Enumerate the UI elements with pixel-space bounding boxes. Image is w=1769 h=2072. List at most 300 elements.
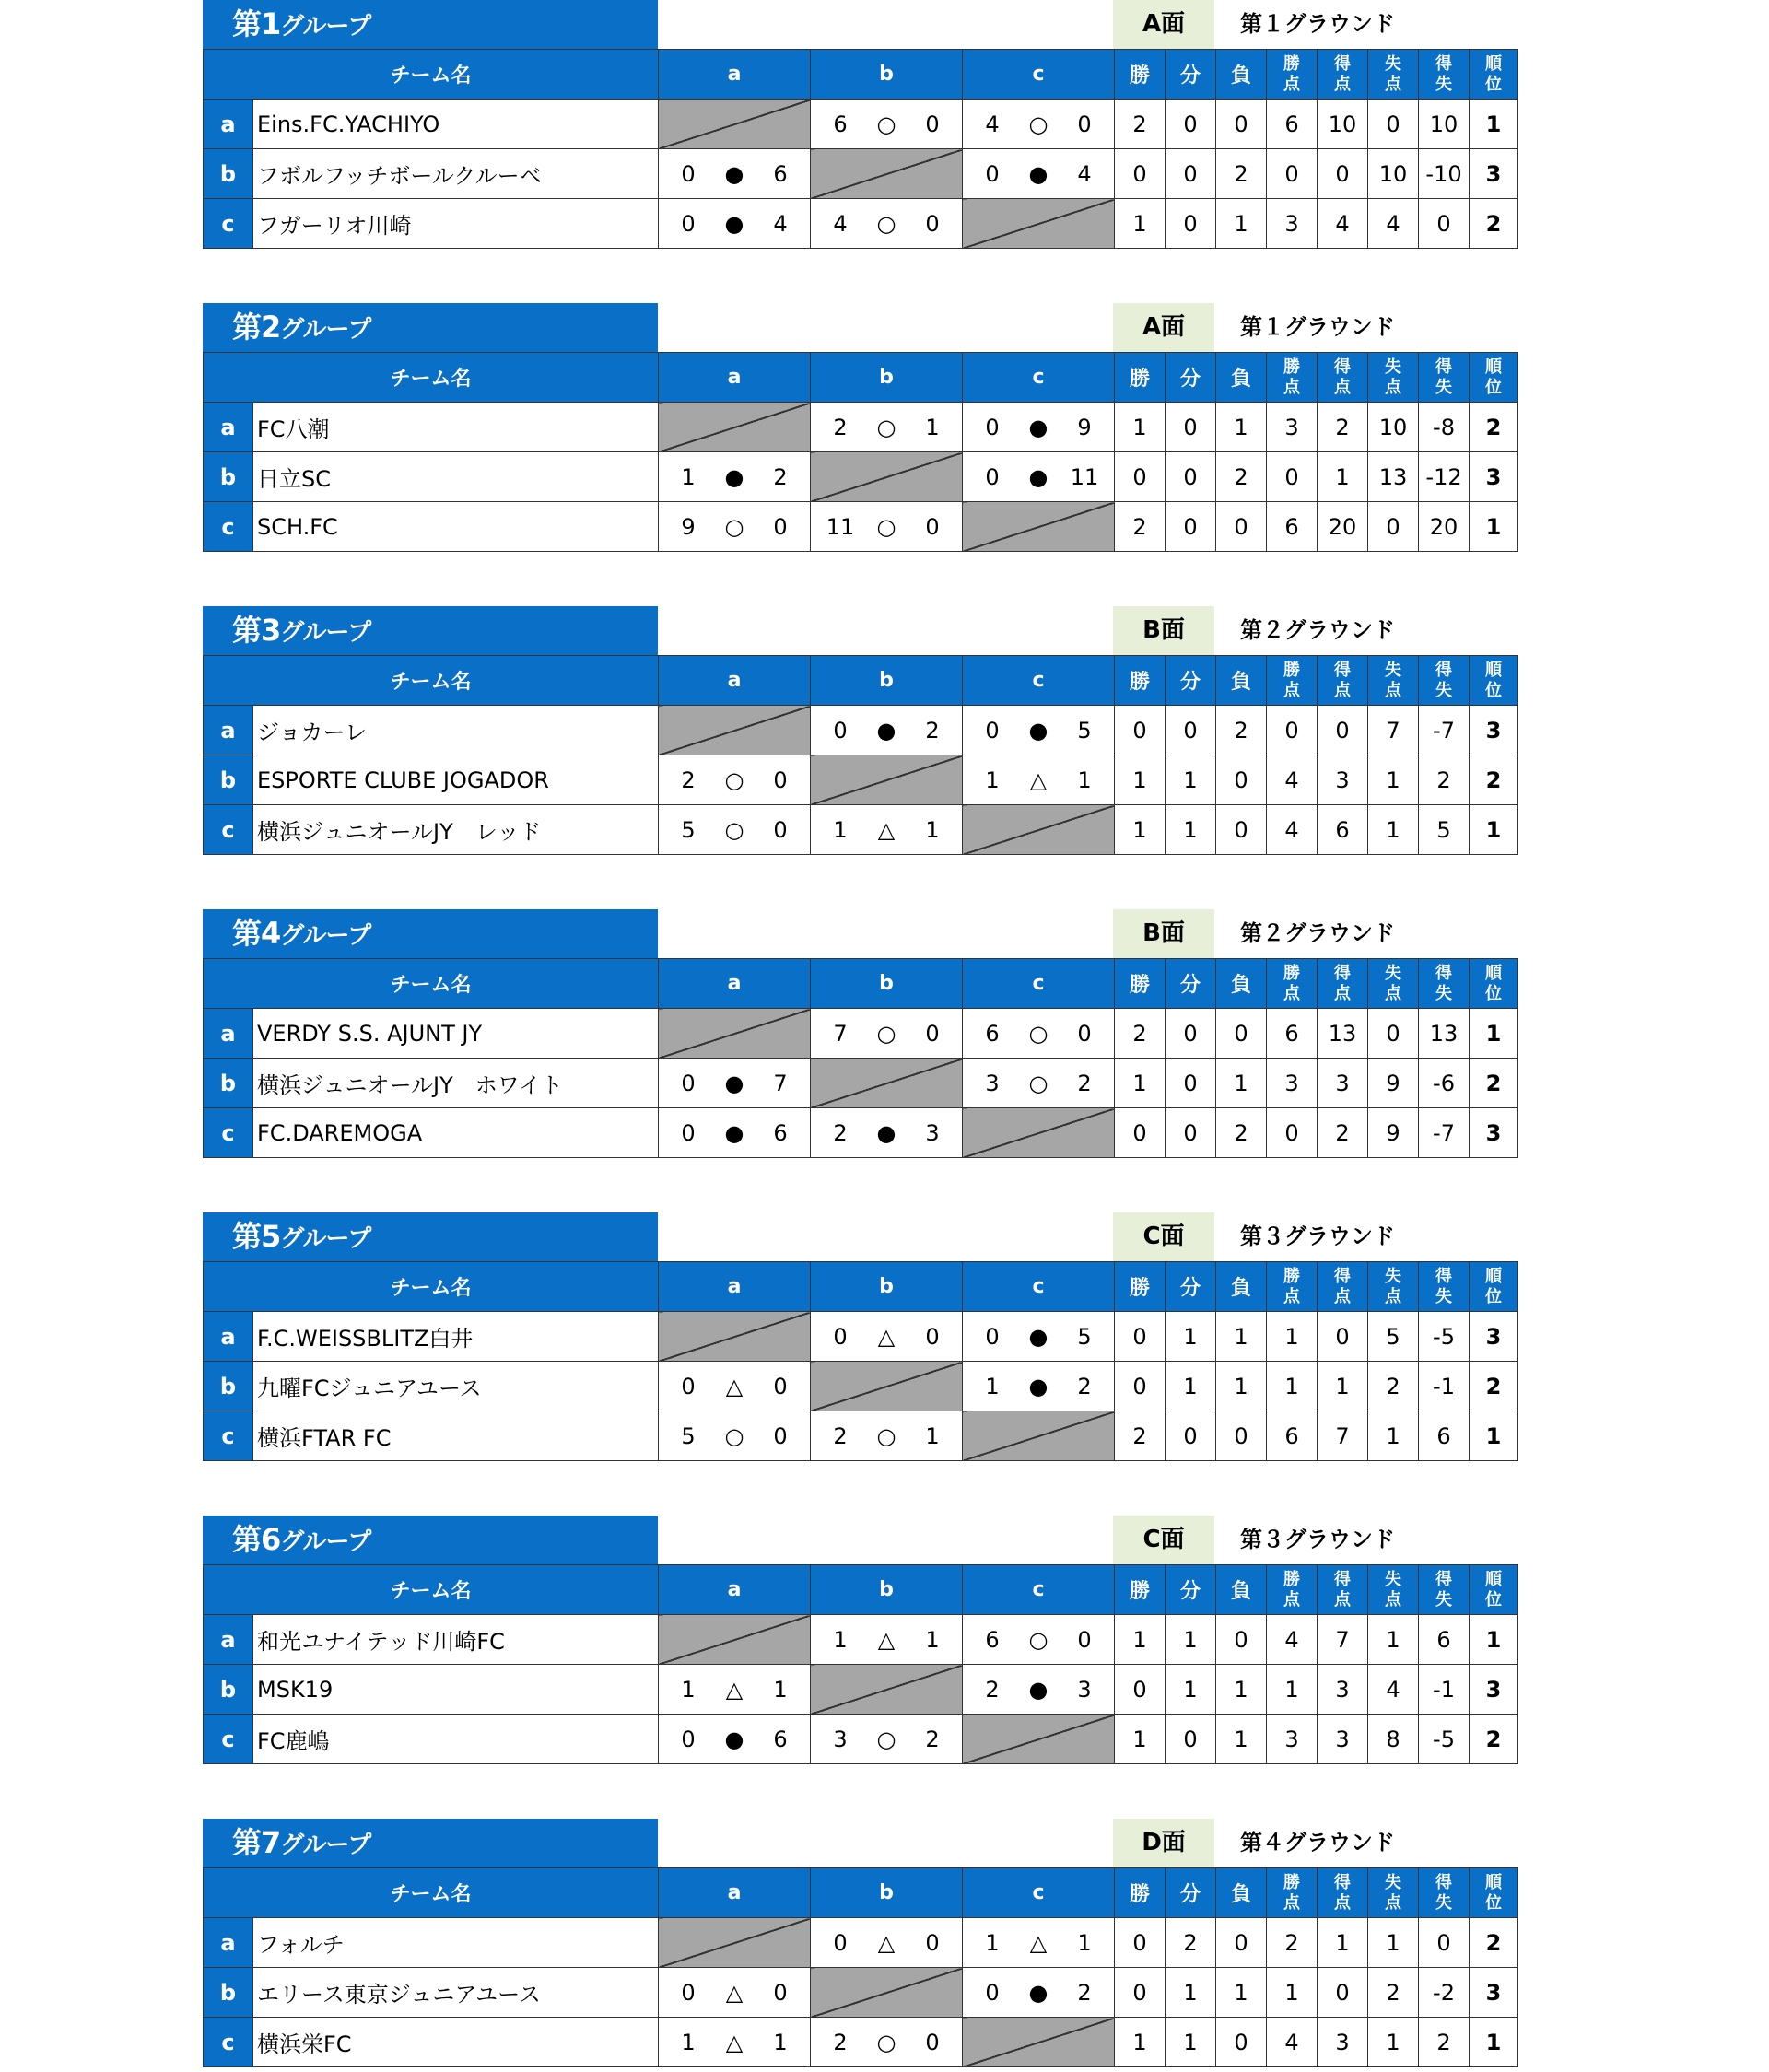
table-row — [204, 502, 1518, 552]
score-own: 9 — [681, 513, 696, 540]
header-goals-for — [1318, 1565, 1368, 1615]
result-mark: ○ — [876, 513, 896, 540]
goals-against: 4 — [1368, 199, 1419, 249]
match-result — [963, 1059, 1115, 1108]
match-result — [963, 452, 1115, 502]
points: 4 — [1267, 755, 1318, 805]
header-points-line1: 勝 — [1283, 1872, 1301, 1892]
score-own: 0 — [681, 160, 696, 187]
score-opponent: 1 — [773, 2029, 788, 2055]
header-draw: 分 — [1166, 1565, 1216, 1615]
goals-for: 1 — [1318, 452, 1368, 502]
group-block — [203, 0, 1517, 253]
score-own: 2 — [681, 767, 696, 793]
goal-difference: 20 — [1419, 502, 1470, 552]
self-match-cell — [811, 149, 963, 199]
wins: 2 — [1115, 502, 1166, 552]
score-opponent: 1 — [925, 1626, 940, 1653]
rank: 2 — [1470, 199, 1518, 249]
table-header-row — [204, 1262, 1518, 1312]
header-goal-diff-line2: 失 — [1435, 1589, 1453, 1610]
header-goals-against — [1368, 959, 1419, 1009]
score-own: 6 — [833, 111, 848, 137]
header-rank-line2: 位 — [1485, 377, 1503, 397]
ground-label: 第１グラウンド — [1240, 314, 1395, 340]
header-opponent-c: c — [963, 1565, 1115, 1615]
rank: 3 — [1470, 1968, 1518, 2018]
score-opponent: 2 — [1077, 1070, 1092, 1096]
rank: 2 — [1470, 1918, 1518, 1968]
header-points-line1: 勝 — [1283, 963, 1301, 983]
score-own: 1 — [833, 1626, 848, 1653]
header-points — [1267, 1262, 1318, 1312]
header-rank — [1470, 1262, 1518, 1312]
score-opponent: 1 — [925, 414, 940, 440]
header-loss: 負 — [1216, 353, 1267, 403]
header-rank-line2: 位 — [1485, 1286, 1503, 1306]
rank: 1 — [1470, 1615, 1518, 1665]
header-loss: 負 — [1216, 959, 1267, 1009]
draws: 1 — [1166, 1968, 1216, 2018]
points: 6 — [1267, 502, 1318, 552]
header-loss: 負 — [1216, 50, 1267, 100]
court-label: A面 — [1113, 0, 1214, 49]
header-goals-against — [1368, 353, 1419, 403]
header-goals-for-line2: 点 — [1334, 1286, 1352, 1306]
header-goal-diff-line2: 失 — [1435, 74, 1453, 94]
wins: 0 — [1115, 1968, 1166, 2018]
wins: 1 — [1115, 1715, 1166, 1764]
header-goals-against-line2: 点 — [1385, 1589, 1402, 1610]
losses: 0 — [1216, 755, 1267, 805]
header-rank-line2: 位 — [1485, 1589, 1503, 1610]
points: 0 — [1267, 706, 1318, 755]
score-opponent: 1 — [1077, 767, 1092, 793]
wins: 2 — [1115, 1411, 1166, 1461]
group-title — [203, 0, 658, 49]
score-opponent: 0 — [1077, 1020, 1092, 1047]
ground-label: 第３グラウンド — [1240, 1527, 1395, 1552]
score-opponent: 1 — [925, 1422, 940, 1449]
header-goals-for-line2: 点 — [1334, 1589, 1352, 1610]
result-mark: △ — [1029, 1929, 1048, 1956]
result-mark: ● — [1028, 160, 1049, 187]
self-match-cell — [659, 1918, 811, 1968]
score-opponent: 6 — [773, 1119, 788, 1146]
header-goals-against — [1368, 1565, 1419, 1615]
header-goals-against — [1368, 1262, 1419, 1312]
match-result — [659, 1362, 811, 1411]
header-rank-line1: 順 — [1485, 1872, 1503, 1892]
goals-against: 1 — [1368, 1918, 1419, 1968]
score-opponent: 0 — [925, 1020, 940, 1047]
header-goals-against-line1: 失 — [1385, 1872, 1402, 1892]
header-goal-diff — [1419, 50, 1470, 100]
score-opponent: 1 — [773, 1676, 788, 1703]
table-row — [204, 100, 1518, 149]
result-mark: ● — [724, 210, 744, 237]
court-label: C面 — [1113, 1516, 1214, 1564]
header-goals-for-line2: 点 — [1334, 377, 1352, 397]
wins: 1 — [1115, 1059, 1166, 1108]
header-win: 勝 — [1115, 50, 1166, 100]
table-row — [204, 1108, 1518, 1158]
losses: 0 — [1216, 502, 1267, 552]
group-title — [203, 606, 658, 655]
draws: 0 — [1166, 100, 1216, 149]
table-header-row — [204, 50, 1518, 100]
goal-difference: -5 — [1419, 1312, 1470, 1362]
score-own: 11 — [826, 513, 855, 540]
header-win: 勝 — [1115, 656, 1166, 706]
group-block — [203, 1819, 1517, 2072]
header-goals-for-line2: 点 — [1334, 74, 1352, 94]
header-points-line1: 勝 — [1283, 53, 1301, 74]
group-title-suffix: グループ — [280, 1225, 371, 1253]
group-title-number: 第4 — [232, 916, 281, 951]
goals-against: 2 — [1368, 1968, 1419, 2018]
header-goal-diff-line2: 失 — [1435, 1286, 1453, 1306]
header-win: 勝 — [1115, 1262, 1166, 1312]
header-opponent-b: b — [811, 959, 963, 1009]
header-goals-for — [1318, 50, 1368, 100]
header-team-name: チーム名 — [204, 1262, 659, 1312]
group-title — [203, 1212, 658, 1261]
goals-for: 3 — [1318, 1665, 1368, 1715]
header-opponent-a: a — [659, 353, 811, 403]
header-goal-diff-line1: 得 — [1435, 660, 1453, 680]
losses: 2 — [1216, 1108, 1267, 1158]
header-rank-line2: 位 — [1485, 680, 1503, 700]
group-title-number: 第1 — [232, 6, 281, 41]
goals-against: 10 — [1368, 403, 1419, 452]
table-row — [204, 1615, 1518, 1665]
result-mark: △ — [725, 1373, 744, 1399]
self-match-cell — [811, 1059, 963, 1108]
goal-difference: -8 — [1419, 403, 1470, 452]
losses: 0 — [1216, 100, 1267, 149]
result-mark: △ — [877, 1323, 896, 1350]
self-match-cell — [963, 805, 1115, 855]
points: 3 — [1267, 1715, 1318, 1764]
header-win: 勝 — [1115, 1868, 1166, 1918]
header-points — [1267, 1565, 1318, 1615]
losses: 1 — [1216, 1312, 1267, 1362]
match-result — [659, 1715, 811, 1764]
score-own: 0 — [985, 1323, 1000, 1350]
header-goals-for-line2: 点 — [1334, 1892, 1352, 1913]
header-team-name: チーム名 — [204, 1565, 659, 1615]
losses: 0 — [1216, 805, 1267, 855]
points: 2 — [1267, 1918, 1318, 1968]
score-own: 0 — [681, 1373, 696, 1399]
match-result — [659, 452, 811, 502]
team-name: FC鹿嶋 — [253, 1715, 659, 1764]
header-points — [1267, 1868, 1318, 1918]
rank: 2 — [1470, 1362, 1518, 1411]
match-result — [659, 2018, 811, 2067]
team-name: フガーリオ川崎 — [253, 199, 659, 249]
table-header-row — [204, 353, 1518, 403]
table-row — [204, 403, 1518, 452]
header-opponent-c: c — [963, 656, 1115, 706]
table-row — [204, 452, 1518, 502]
header-goal-diff — [1419, 656, 1470, 706]
group-title-number: 第6 — [232, 1522, 281, 1557]
header-opponent-c: c — [963, 353, 1115, 403]
self-match-cell — [811, 452, 963, 502]
group-title-number: 第5 — [232, 1219, 281, 1254]
header-team-name: チーム名 — [204, 1868, 659, 1918]
goals-against: 0 — [1368, 1009, 1419, 1059]
result-mark: ○ — [876, 2029, 896, 2055]
goals-for: 2 — [1318, 403, 1368, 452]
self-match-cell — [963, 2018, 1115, 2067]
match-result — [963, 1009, 1115, 1059]
goal-difference: -1 — [1419, 1362, 1470, 1411]
header-goals-against-line1: 失 — [1385, 1266, 1402, 1286]
score-opponent: 9 — [1077, 414, 1092, 440]
table-row — [204, 755, 1518, 805]
draws: 0 — [1166, 1009, 1216, 1059]
header-goals-for-line1: 得 — [1334, 660, 1352, 680]
ground-label: 第１グラウンド — [1240, 11, 1395, 37]
row-key: c — [204, 1108, 253, 1158]
header-goals-against-line2: 点 — [1385, 680, 1402, 700]
goals-for: 7 — [1318, 1615, 1368, 1665]
match-result — [659, 1665, 811, 1715]
group-title-suffix: グループ — [280, 619, 371, 647]
score-opponent: 1 — [925, 816, 940, 843]
rank: 1 — [1470, 1009, 1518, 1059]
score-opponent: 4 — [1077, 160, 1092, 187]
points: 4 — [1267, 805, 1318, 855]
score-own: 1 — [681, 463, 696, 490]
header-opponent-c: c — [963, 959, 1115, 1009]
goals-against: 1 — [1368, 805, 1419, 855]
rank: 2 — [1470, 1059, 1518, 1108]
header-opponent-a: a — [659, 959, 811, 1009]
header-draw: 分 — [1166, 50, 1216, 100]
goals-for: 4 — [1318, 199, 1368, 249]
header-goals-for — [1318, 959, 1368, 1009]
result-mark: △ — [877, 816, 896, 843]
match-result — [963, 1615, 1115, 1665]
court-label: B面 — [1113, 606, 1214, 655]
score-opponent: 0 — [773, 816, 788, 843]
header-loss: 負 — [1216, 656, 1267, 706]
header-rank-line2: 位 — [1485, 1892, 1503, 1913]
header-draw: 分 — [1166, 1262, 1216, 1312]
score-own: 0 — [985, 1979, 1000, 2006]
self-match-cell — [659, 1312, 811, 1362]
header-rank — [1470, 656, 1518, 706]
rank: 3 — [1470, 1665, 1518, 1715]
wins: 2 — [1115, 1009, 1166, 1059]
score-opponent: 2 — [773, 463, 788, 490]
header-rank — [1470, 50, 1518, 100]
match-result — [811, 706, 963, 755]
row-key: c — [204, 1411, 253, 1461]
header-points-line2: 点 — [1283, 377, 1301, 397]
goal-difference: 10 — [1419, 100, 1470, 149]
wins: 1 — [1115, 1615, 1166, 1665]
table-row — [204, 1665, 1518, 1715]
ground-label: 第２グラウンド — [1240, 617, 1395, 643]
header-points-line2: 点 — [1283, 983, 1301, 1003]
team-name: 横浜ジュニオールJY レッド — [253, 805, 659, 855]
row-key: a — [204, 1009, 253, 1059]
header-goals-for — [1318, 1868, 1368, 1918]
header-points-line1: 勝 — [1283, 357, 1301, 377]
header-goal-diff-line1: 得 — [1435, 1266, 1453, 1286]
match-result — [659, 805, 811, 855]
header-goal-diff-line1: 得 — [1435, 963, 1453, 983]
header-rank — [1470, 959, 1518, 1009]
score-opponent: 0 — [773, 513, 788, 540]
team-name: 和光ユナイテッド川崎FC — [253, 1615, 659, 1665]
header-goals-for-line1: 得 — [1334, 1872, 1352, 1892]
draws: 0 — [1166, 199, 1216, 249]
result-mark: ● — [1028, 463, 1049, 490]
match-result — [963, 1665, 1115, 1715]
score-own: 3 — [833, 1726, 848, 1752]
draws: 1 — [1166, 1615, 1216, 1665]
header-points — [1267, 50, 1318, 100]
goals-against: 0 — [1368, 502, 1419, 552]
result-mark: ● — [1028, 1373, 1049, 1399]
match-result — [963, 149, 1115, 199]
goals-against: 4 — [1368, 1665, 1419, 1715]
team-name: 横浜ジュニオールJY ホワイト — [253, 1059, 659, 1108]
table-row — [204, 199, 1518, 249]
row-key: b — [204, 149, 253, 199]
match-result — [811, 805, 963, 855]
goals-against: 2 — [1368, 1362, 1419, 1411]
rank: 3 — [1470, 452, 1518, 502]
self-match-cell — [811, 1665, 963, 1715]
points: 6 — [1267, 1411, 1318, 1461]
match-result — [963, 403, 1115, 452]
court-label: A面 — [1113, 303, 1214, 352]
header-points — [1267, 959, 1318, 1009]
score-opponent: 0 — [773, 1373, 788, 1399]
result-mark: ● — [1028, 414, 1049, 440]
team-name: Eins.FC.YACHIYO — [253, 100, 659, 149]
score-opponent: 0 — [925, 1323, 940, 1350]
rank: 3 — [1470, 149, 1518, 199]
wins: 0 — [1115, 1362, 1166, 1411]
table-row — [204, 1009, 1518, 1059]
self-match-cell — [811, 1968, 963, 2018]
match-result — [963, 100, 1115, 149]
header-points-line2: 点 — [1283, 1892, 1301, 1913]
rank: 1 — [1470, 100, 1518, 149]
score-own: 1 — [833, 816, 848, 843]
points: 3 — [1267, 199, 1318, 249]
header-goals-for-line2: 点 — [1334, 680, 1352, 700]
row-key: a — [204, 1615, 253, 1665]
header-opponent-a: a — [659, 1262, 811, 1312]
goals-for: 0 — [1318, 1312, 1368, 1362]
group-block — [203, 606, 1517, 860]
standings-table — [203, 1261, 1518, 1461]
goals-for: 2 — [1318, 1108, 1368, 1158]
goal-difference: 0 — [1419, 199, 1470, 249]
result-mark: △ — [725, 1979, 744, 2006]
header-points — [1267, 353, 1318, 403]
group-title-suffix: グループ — [280, 1832, 371, 1859]
goal-difference: 2 — [1419, 755, 1470, 805]
goal-difference: -10 — [1419, 149, 1470, 199]
standings-table — [203, 1867, 1518, 2067]
header-goals-against-line1: 失 — [1385, 53, 1402, 74]
match-result — [811, 199, 963, 249]
header-opponent-a: a — [659, 1868, 811, 1918]
score-own: 3 — [985, 1070, 1000, 1096]
team-name: 横浜FTAR FC — [253, 1411, 659, 1461]
goals-for: 3 — [1318, 1715, 1368, 1764]
group-block — [203, 1516, 1517, 1769]
match-result — [963, 755, 1115, 805]
header-goals-for-line1: 得 — [1334, 53, 1352, 74]
self-match-cell — [659, 1009, 811, 1059]
self-match-cell — [811, 1362, 963, 1411]
losses: 0 — [1216, 1615, 1267, 1665]
rank: 3 — [1470, 1312, 1518, 1362]
result-mark: ○ — [724, 513, 744, 540]
header-opponent-b: b — [811, 1868, 963, 1918]
draws: 0 — [1166, 706, 1216, 755]
score-opponent: 0 — [925, 2029, 940, 2055]
result-mark: ● — [1028, 1323, 1049, 1350]
goal-difference: -7 — [1419, 1108, 1470, 1158]
self-match-cell — [659, 706, 811, 755]
draws: 1 — [1166, 805, 1216, 855]
score-own: 1 — [985, 767, 1000, 793]
goals-against: 1 — [1368, 755, 1419, 805]
score-own: 2 — [833, 2029, 848, 2055]
header-goals-for — [1318, 1262, 1368, 1312]
ground-label: 第３グラウンド — [1240, 1223, 1395, 1249]
wins: 0 — [1115, 1665, 1166, 1715]
score-opponent: 2 — [1077, 1979, 1092, 2006]
points: 6 — [1267, 100, 1318, 149]
score-own: 7 — [833, 1020, 848, 1047]
self-match-cell — [963, 502, 1115, 552]
result-mark: ● — [724, 463, 744, 490]
score-opponent: 3 — [1077, 1676, 1092, 1703]
score-opponent: 4 — [773, 210, 788, 237]
goals-for: 3 — [1318, 2018, 1368, 2067]
header-goal-diff — [1419, 353, 1470, 403]
match-result — [963, 1362, 1115, 1411]
score-own: 0 — [681, 1726, 696, 1752]
score-opponent: 0 — [773, 1422, 788, 1449]
row-key: b — [204, 1968, 253, 2018]
rank: 2 — [1470, 403, 1518, 452]
losses: 0 — [1216, 1918, 1267, 1968]
losses: 1 — [1216, 1968, 1267, 2018]
result-mark: △ — [725, 1676, 744, 1703]
rank: 3 — [1470, 1108, 1518, 1158]
goals-against: 1 — [1368, 1411, 1419, 1461]
group-title-number: 第7 — [232, 1825, 281, 1860]
score-opponent: 0 — [925, 111, 940, 137]
score-own: 1 — [681, 1676, 696, 1703]
result-mark: ○ — [1028, 1626, 1049, 1653]
header-opponent-b: b — [811, 1565, 963, 1615]
